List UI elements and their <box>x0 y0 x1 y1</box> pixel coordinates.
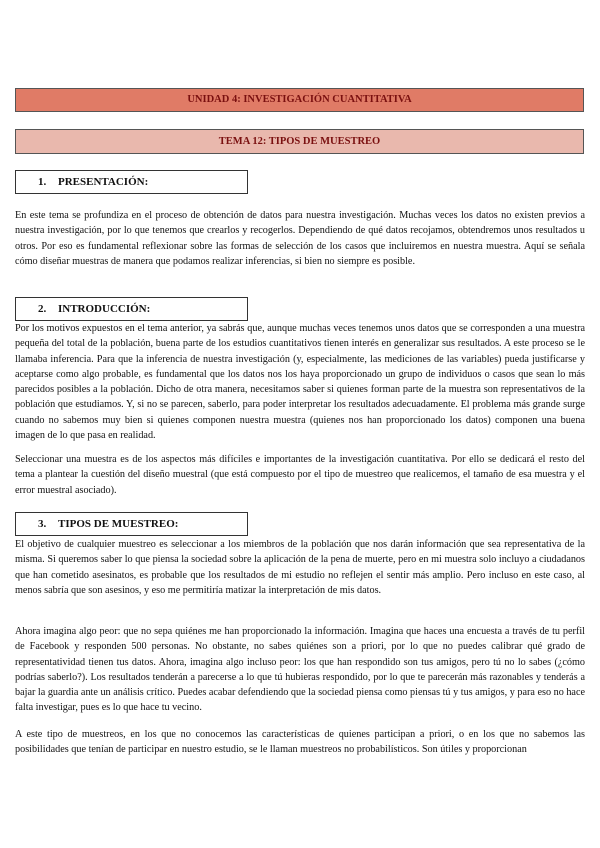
section-heading-tipos-de-muestreo <box>15 512 248 536</box>
topic-banner: TEMA 12: TIPOS DE MUESTREO <box>15 129 584 154</box>
section-title: TIPOS DE MUESTREO: <box>58 518 179 530</box>
section-title: INTRODUCCIÓN: <box>58 303 151 315</box>
section-heading-introduccion <box>15 297 248 321</box>
section-heading-presentacion <box>15 170 248 194</box>
paragraph: Ahora imagina algo peor: que no sepa quiénes me han proporcionado la información. Imagina que haces una encuesta a través de tu perfil de Facebook y responden 500 personas. No obstante, no sabes quiénes son a priori, por lo que no puedes calibrar qué grado de representatividad tienen tus datos. Ahora, imagina algo incluso peor: los que han respondido son tus amigos, pero tú no lo sabes (¿cómo podrías saberlo?). Los resultados tenderán a parecerse a lo que tú hubieras respondido, por lo que te parecerán más razonables y tenderás a bajar la guardia ante un análisis crítico. Puedes acabar defendiendo que la sociedad piensa como piensas tú y tus amigos, y para eso no hace falta investigar, pues es lo que hace tu vecino. <box>15 626 585 714</box>
unit-banner: UNIDAD 4: INVESTIGACIÓN CUANTITATIVA <box>15 88 584 112</box>
paragraph: Por los motivos expuestos en el tema anterior, ya sabrás que, aunque muchas veces tenemos unos datos que se corresponden a una muestra pequeña del total de la población, buena parte de los estudios cuantitativos tienen interés en generalizar sus resultados. A este proceso se le llamaba inferencia. Para que la inferencia de nuestra investigación (y, especialmente, las mediciones de las variables) pueda justificarse y aceptarse como algo probable, es fundamental que los datos nos los haya proporcionado un grupo de individuos o casos que sean lo más parecidos posibles a la población. Dicho de otra manera, necesitamos saber si quienes forman parte de la muestra son representativos de la población que estudiamos. Y, si no se parecen, saberlo, para poder interpretar los resultados adecuadamente. El problema más grande surge cuando no sabemos muy bien si quienes componen nuestra muestra (quienes nos han proporcionado los datos) componen una buena imagen de lo que pasa en realidad. <box>15 323 585 442</box>
section-title: PRESENTACIÓN: <box>58 176 149 188</box>
section-number: 3. <box>38 518 47 530</box>
paragraph: En este tema se profundiza en el proceso de obtención de datos para nuestra investigación. Muchas veces los datos no existen previos a nuestra investigación, por lo que tenemos que crearlos y recogerlos. Dependiendo de qué datos recojamos, obtendremos unos resultados u otros. Por eso es fundamental reflexionar sobre las formas de selección de los casos que incluiremos en nuestra muestra. Aquí se señala cómo diseñar muestras de manera que podamos realizar inferencias, si bien no siempre es posible. <box>15 210 585 267</box>
paragraph: El objetivo de cualquier muestreo es seleccionar a los miembros de la población que nos darán información que sea representativa de la misma. Si queremos saber lo que piensa la sociedad sobre la aplicación de la pena de muerte, pero en mi muestra solo incluyo a ciudadanos que han cometido asesinatos, es probable que los resultados de mi estudio no reflejen el sentir más amplio. Pero incluso en este caso, al menos sabría que son asesinos, y eso me permitiría matizar la interpretación de mis datos. <box>15 539 585 596</box>
paragraph: A este tipo de muestreos, en los que no conocemos las características de quienes participan a priori, o en los que no sabemos las posibilidades que tenían de participar en nuestro estudio, se le llaman muestreos no probabilísticos. Son útiles y proporcionan <box>15 729 585 756</box>
section-number: 2. <box>38 303 47 315</box>
section-number: 1. <box>38 176 47 188</box>
paragraph: Seleccionar una muestra es de los aspectos más difíciles e importantes de la investigación cuantitativa. Por ello se dedicará el resto del tema a plantear la cuestión del diseño muestral (que está compuesto por el tipo de muestreo que realicemos, el tamaño de esa muestra y el error muestral asociado). <box>15 454 585 496</box>
